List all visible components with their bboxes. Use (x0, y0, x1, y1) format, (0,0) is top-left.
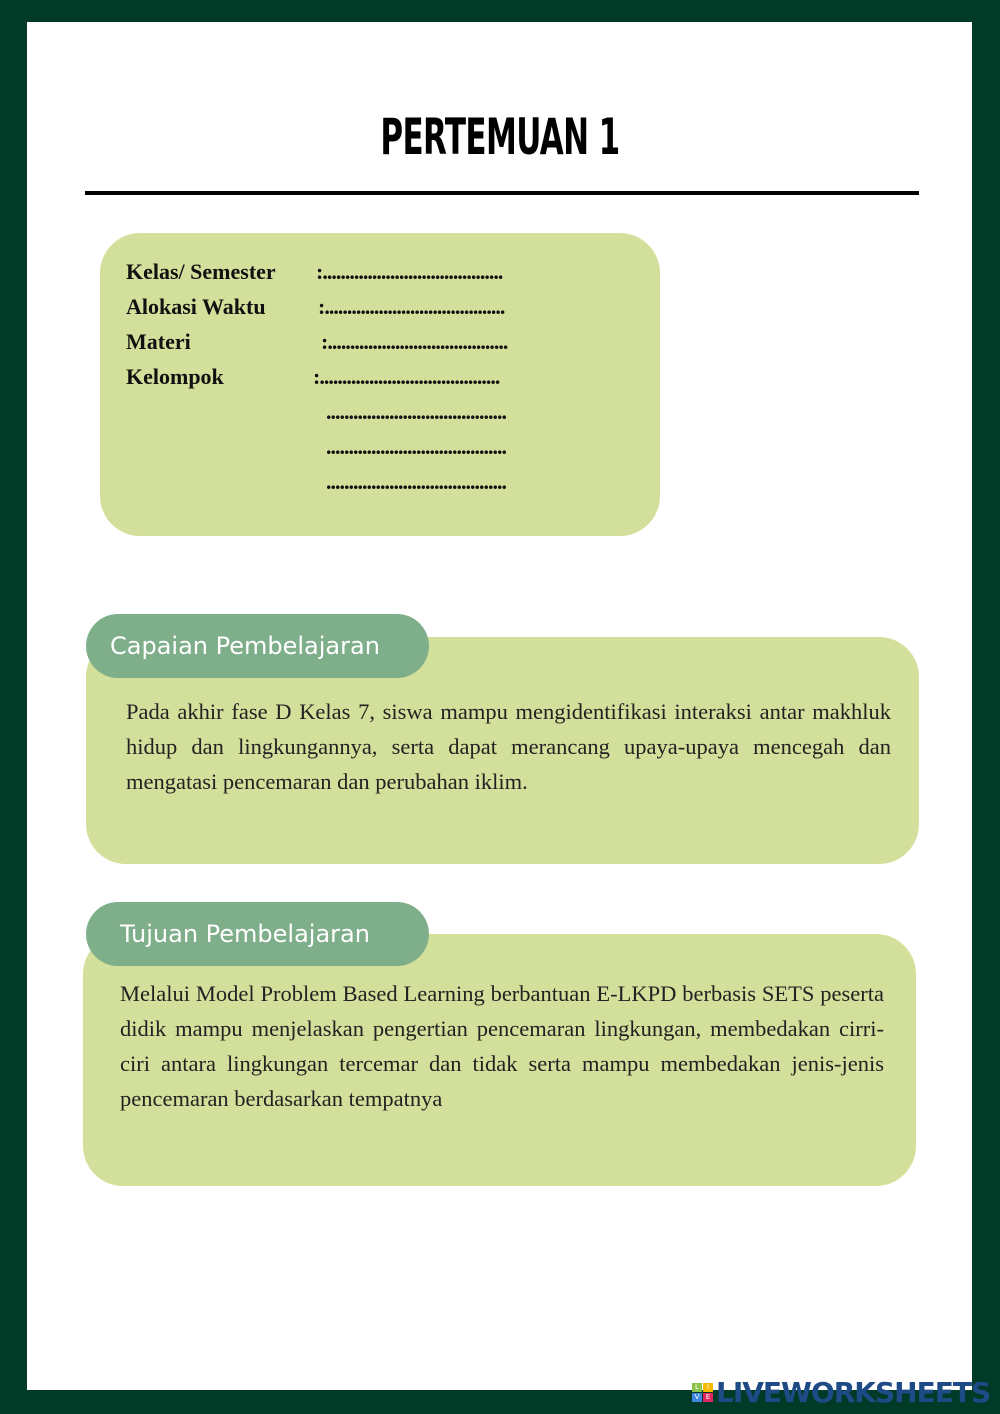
info-field-kelas[interactable]: :........................................ (316, 259, 503, 284)
info-field-materi[interactable]: :........................................ (321, 329, 508, 354)
info-field-kelompok[interactable]: :........................................ (313, 364, 500, 389)
title-divider (85, 191, 919, 195)
info-label-materi: Materi (126, 329, 191, 354)
info-box (100, 233, 660, 536)
tujuan-heading: Tujuan Pembelajaran (86, 902, 429, 966)
liveworksheets-logo (692, 1376, 990, 1409)
liveworksheets-text: LIVEWORKSHEETS (716, 1376, 991, 1409)
info-field-member-2[interactable]: ........................................ (326, 434, 506, 459)
info-label-kelompok: Kelompok (126, 364, 224, 389)
capaian-text: Pada akhir fase D Kelas 7, siswa mampu mengidentifikasi interaksi antar makhluk hidup dan lingkungannya, serta dapat merancang upaya-upaya mencegah dan mengatasi pencemaran dan perubahan iklim. (126, 699, 891, 794)
info-field-alokasi[interactable]: :........................................ (318, 294, 505, 319)
info-label-kelas: Kelas/ Semester (126, 259, 276, 284)
info-field-member-3[interactable]: ........................................ (326, 469, 506, 494)
info-label-alokasi: Alokasi Waktu (126, 294, 266, 319)
page-title: PERTEMUAN 1 (380, 108, 620, 166)
info-field-member-1[interactable]: ........................................ (326, 399, 506, 424)
tujuan-box (83, 934, 916, 1186)
tujuan-text: Melalui Model Problem Based Learning berbantuan E-LKPD berbasis SETS peserta didik mampu menjelaskan pengertian pencemaran lingkungan, membedakan cirri-ciri antara lingkungan tercemar dan tidak serta mampu membedakan jenis-jenis pencemaran berdasarkan tempatnya (120, 981, 884, 1111)
capaian-heading: Capaian Pembelajaran (86, 614, 429, 678)
live-badge-icon: L I V E (692, 1383, 713, 1402)
